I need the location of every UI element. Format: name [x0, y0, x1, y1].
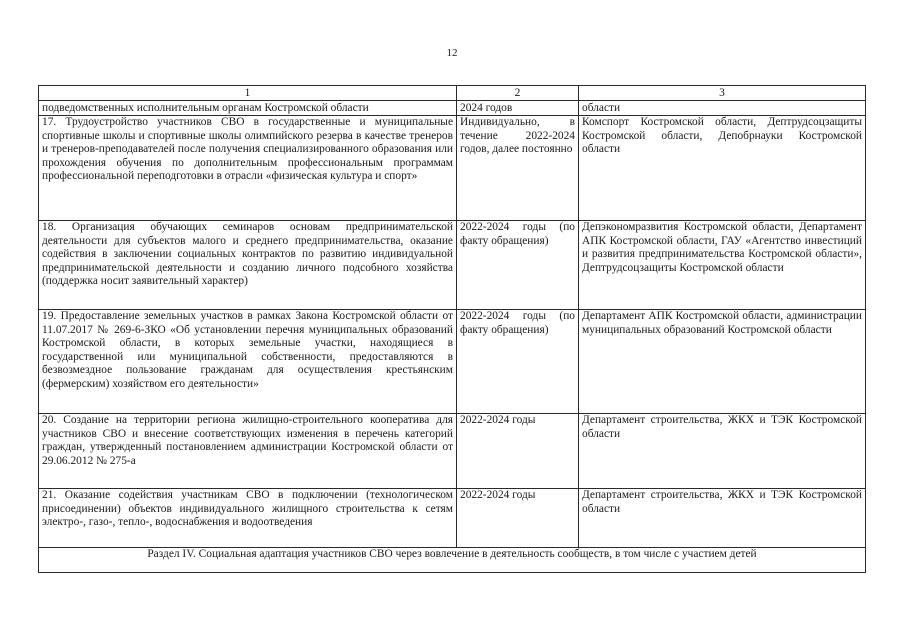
- continuation-row: [39, 101, 866, 116]
- table-row: [39, 116, 866, 221]
- measure-period: 2022-2024 годы: [457, 414, 579, 489]
- measure-executors: Департамент строительства, ЖКХ и ТЭК Костромской области: [579, 489, 866, 548]
- column-number-1: 1: [39, 86, 457, 101]
- table-row: [39, 221, 866, 310]
- measure-description: 18. Организация обучающих семинаров основам предпринимательской деятельности для субъектов малого и среднего предпринимательства, оказание содействия в заключении социальных контрактов по развитию индивидуальной предпринимательской деятельности и созданию личного подсобного хозяйства (поддержка носит заявительный характер): [39, 221, 457, 310]
- measure-description: 20. Создание на территории региона жилищно-строительного кооператива для участников СВО и внесение соответствующих изменения в перечень категорий граждан, утвержденный постановлением администрации Костромской области от 29.06.2012 № 275-а: [39, 414, 457, 489]
- measure-description: 21. Оказание содействия участникам СВО в подключении (технологическом присоединении) объектов индивидуального жилищного строительства к сетям электро-, газо-, тепло-, водоснабжения и водоотведения: [39, 489, 457, 548]
- column-number-2: 2: [457, 86, 579, 101]
- measure-executors: Департамент строительства, ЖКХ и ТЭК Костромской области: [579, 414, 866, 489]
- continuation-executors: области: [579, 101, 866, 116]
- continuation-period: 2024 годов: [457, 101, 579, 116]
- section-row: [39, 548, 866, 573]
- measure-period: 2022-2024 годы (по факту обращения): [457, 221, 579, 310]
- measure-period: 2022-2024 годы (по факту обращения): [457, 310, 579, 414]
- measure-description: 17. Трудоустройство участников СВО в государственные и муниципальные спортивные школы и спортивные школы олимпийского резерва в качестве тренеров и тренеров-преподавателей после получения специализированного образования или прохождения обучения по дополнительным профессиональным программам профессиональной переподготовки в отрасли «физическая культура и спорт»: [39, 116, 457, 221]
- section-title: Раздел IV. Социальная адаптация участников СВО через вовлечение в деятельность сообществ, в том числе с участием детей: [39, 548, 866, 573]
- measure-period: 2022-2024 годы: [457, 489, 579, 548]
- table-row: [39, 310, 866, 414]
- table-header-row: [39, 86, 866, 101]
- continuation-description: подведомственных исполнительным органам Костромской области: [39, 101, 457, 116]
- measure-executors: Департамент АПК Костромской области, администрации муниципальных образований Костромской области: [579, 310, 866, 414]
- table-row: [39, 414, 866, 489]
- measure-executors: Депэкономразвития Костромской области, Департамент АПК Костромской области, ГАУ «Агентство инвестиций и развития предпринимательства Костромской области», Дептрудсоцзащиты Костромской области: [579, 221, 866, 310]
- measure-description: 19. Предоставление земельных участков в рамках Закона Костромской области от 11.07.2017 № 269-6-ЗКО «Об установлении перечня муниципальных образований Костромской области, в которых земельные участки, находящиеся в государственной или муниципальной собственности, предоставляются в безвозмездное пользование гражданам для осуществления крестьянским (фермерским) хозяйством его деятельности»: [39, 310, 457, 414]
- table-row: [39, 489, 866, 548]
- column-number-3: 3: [579, 86, 866, 101]
- measures-table: [38, 85, 866, 573]
- page-number: 12: [446, 47, 458, 59]
- measure-period: Индивидуально, в течение 2022-2024 годов, далее постоянно: [457, 116, 579, 221]
- measure-executors: Комспорт Костромской области, Дептрудсоцзащиты Костромской области, Депобрнауки Костромской области: [579, 116, 866, 221]
